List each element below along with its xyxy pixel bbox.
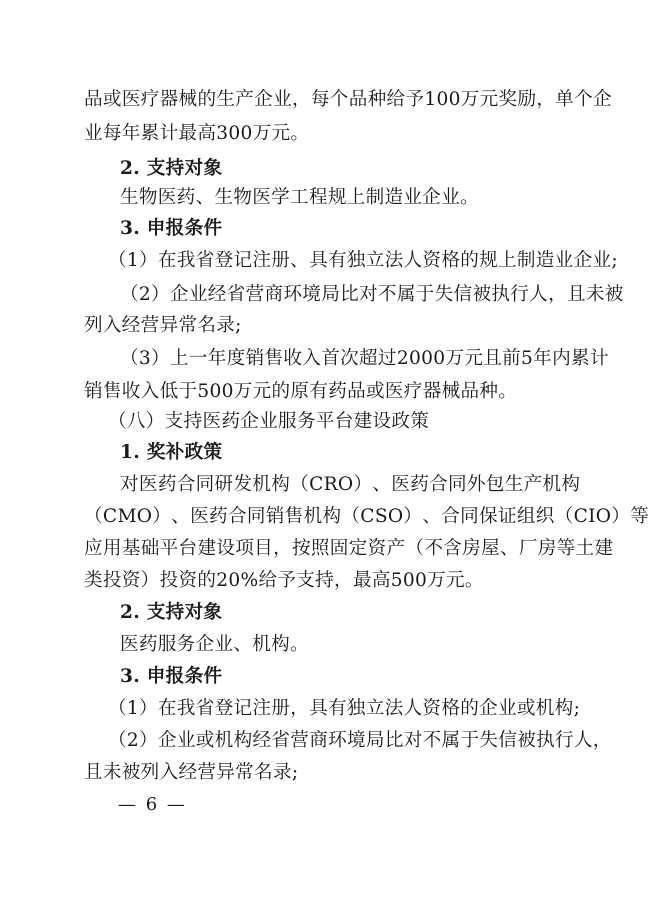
- body-text-line: 业每年累计最高300万元。: [84, 123, 310, 144]
- body-text-line: （ 3 ） 上 一 年 度 销 售 收 入 首 次 超 过 2 0 0 0 万 元 且 前 5 年 内 累 计: [120, 348, 609, 369]
- section-heading: （八）支持医药企业服务平台建设政策: [108, 411, 430, 432]
- body-text-line: 且未被列入经营异常名录;: [84, 762, 299, 783]
- body-text-line: 医药服务企业、机构。: [120, 634, 309, 655]
- body-text-line: （1）在我省登记注册，具有独立法人资格的企业或机构;: [108, 698, 581, 719]
- section-heading: 1. 奖补政策: [120, 442, 223, 463]
- page-number: — 6 —: [118, 794, 187, 815]
- body-text-line: 生物医药、生物医学工程规上制造业企业。: [120, 187, 479, 208]
- body-text-line: 类投资）投资的20%给予支持，最高500万元。: [84, 570, 484, 591]
- body-text-line: 列入经营异常名录;: [84, 315, 242, 336]
- body-text-line: 销售收入低于500万元的原有药品或医疗器械品种。: [84, 381, 518, 402]
- body-text-line: （ 2 ） 企 业 经 省 营 商 环 境 局 比 对 不 属 于 失 信 被 执 行 人 ， 且 未 被: [120, 284, 624, 305]
- section-heading: 2. 支持对象: [120, 158, 223, 179]
- body-text-line: （ C M O ） 、 医 药 合 同 销 售 机 构 （ C S O ） 、 合 同 保 证 组 织 （ C I O ） 等: [84, 506, 649, 527]
- body-text-line: 品 或 医 疗 器 械 的 生 产 企 业 ， 每 个 品 种 给 予 1 0 0 万 元 奖 励 ， 单 个 企: [84, 89, 612, 110]
- body-text-line: （1）在我省登记注册、具有独立法人资格的规上制造业企业;: [108, 250, 618, 271]
- body-text-line: （ 2 ） 企 业 或 机 构 经 省 营 商 环 境 局 比 对 不 属 于 失 信 被 执 行 人 ，: [108, 730, 612, 751]
- body-text-line: 应 用 基 础 平 台 建 设 项 目 ， 按 照 固 定 资 产 （ 不 含 房 屋 、 厂 房 等 土 建: [84, 538, 614, 559]
- section-heading: 3. 申报条件: [120, 218, 223, 239]
- body-text-line: 对 医 药 合 同 研 发 机 构 （ C R O ） 、 医 药 合 同 外 包 生 产 机 构: [120, 474, 581, 495]
- section-heading: 3. 申报条件: [120, 666, 223, 687]
- section-heading: 2. 支持对象: [120, 602, 223, 623]
